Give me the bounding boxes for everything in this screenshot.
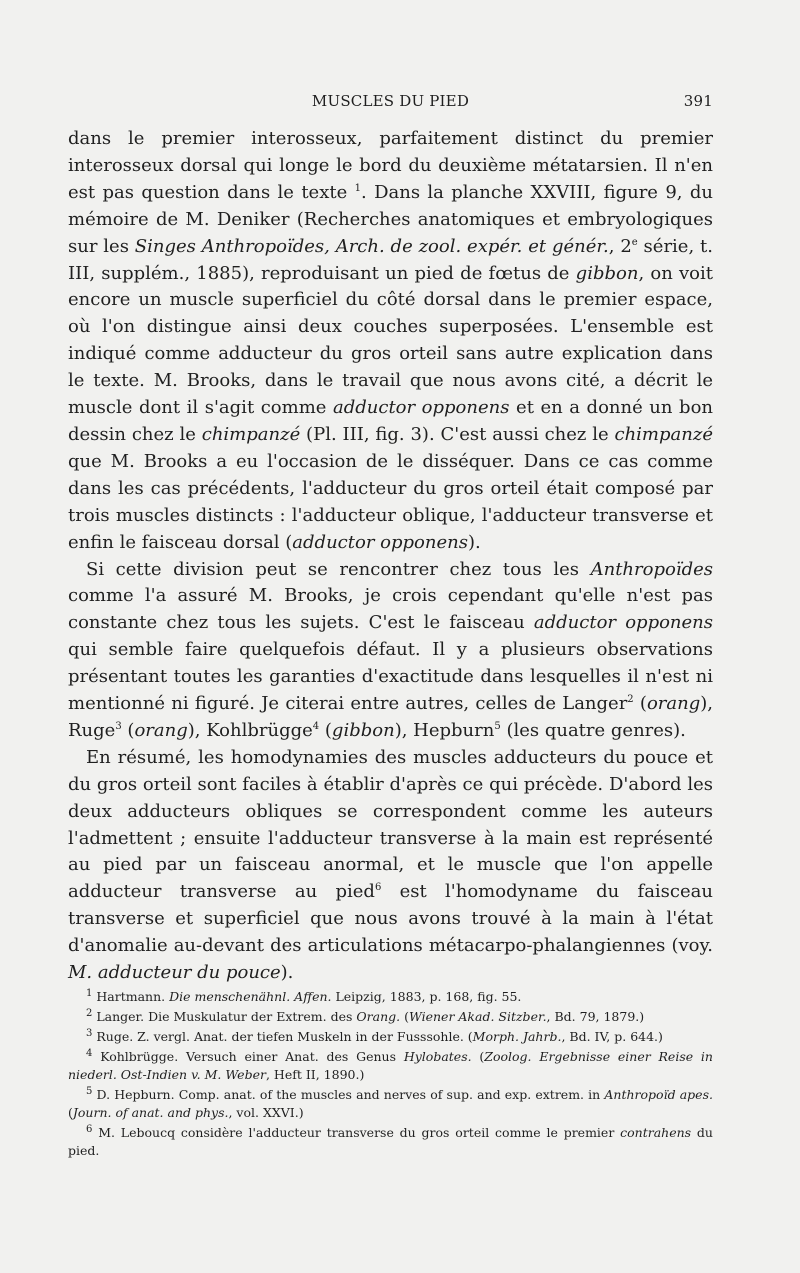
footnote-ref: 5: [494, 720, 501, 732]
footnote-5: $^5$ D. Hepburn. Comp. anat. of the muscles and nerves of sup. and exp. extrem. in Anthropoïd apes. (Journ. of anat. and phys., vol. XXVI.): [68, 1085, 713, 1120]
paragraph-3: En résumé, les homodynamies des muscles adducteurs du pouce et du gros orteil sont faciles à établir d'après ce qui précède. D'abord les deux adducteurs obliques se correspondent comme les auteurs l'admettent ; ensuite l'adducteur transverse à la main est représenté au pied par un faisceau anormal, et le muscle que l'on appelle adducteur transverse au pied$^6$ est l'homodyname du faisceau transverse et superficiel que nous avons trouvé à la main à l'état d'anomalie au-devant des articulations métacarpo-phalangiennes (voy. M. adducteur du pouce).: [68, 746, 713, 984]
paragraph-2: Si cette division peut se rencontrer chez tous les Anthropoïdes comme l'a assuré M. Brooks, je crois cependant qu'elle n'est pas constante chez tous les sujets. C'est le faisceau adductor opponens qui semble faire quelquefois défaut. Il y a plusieurs observations présentant toutes les garanties d'exactitude dans lesquelles il n'est ni mentionné ni figuré. Je citerai entre autres, celles de Langer$^2$ (orang), Ruge$^3$ (orang), Kohlbrügge$^4$ (gibbon), Hepburn$^5$ (les quatre genres).: [68, 558, 713, 741]
footnote-ref: 4: [312, 720, 320, 732]
footnote-ref: 2: [627, 694, 634, 706]
body-text: [68, 126, 713, 987]
footnote-6: $^6$ M. Leboucq considère l'adducteur transverse du gros orteil comme le premier contrahens du pied.: [68, 1123, 713, 1158]
footnote-1: $^1$ Hartmann. Die menschenähnl. Affen. Leipzig, 1883, p. 168, fig. 55.: [86, 987, 522, 1004]
paragraph-1: dans le premier interosseux, parfaitement distinct du premier interosseux dorsal qui longe le bord du deuxième métatarsien. Il n'en est pas question dans le texte $^1$. Dans la planche XXVIII, figure 9, du mémoire de M. Deniker (Recherches anatomiques et embryologiques sur les Singes Anthropoïdes, Arch. de zool. expér. et génér., 2e série, t. III, supplém., 1885), reproduisant un pied de fœtus de gibbon, on voit encore un muscle superficiel du côté dorsal dans le premier espace, où l'on distingue ainsi deux couches superposées. L'ensemble est indiqué comme adducteur du gros orteil sans autre explication dans le texte. M. Brooks, dans le travail que nous avons cité, a décrit le muscle dont il s'agit comme adductor opponens et en a donné un bon dessin chez le chimpanzé (Pl. III, fig. 3). C'est aussi chez le chimpanzé que M. Brooks a eu l'occasion de le disséquer. Dans ce cas comme dans les cas précédents, l'adducteur du gros orteil était composé par trois muscles distincts : l'adducteur oblique, l'adducteur transverse et enfin le faisceau dorsal (adductor opponens).: [68, 128, 713, 553]
footnotes: [68, 988, 713, 1162]
footnote-ref: 1: [354, 182, 361, 194]
running-title: MUSCLES DU PIED: [311, 92, 470, 110]
footnote-2: $^2$ Langer. Die Muskulatur der Extrem. des Orang. (Wiener Akad. Sitzber., Bd. 79, 1879.): [86, 1007, 645, 1024]
footnote-3: $^3$ Ruge. Z. vergl. Anat. der tiefen Muskeln in der Fusssohle. (Morph. Jahrb., Bd. IV, p. 644.): [86, 1027, 663, 1044]
footnote-ref: 6: [374, 882, 382, 894]
footnote-ref: 3: [115, 720, 122, 732]
footnote-4: $^4$ Kohlbrügge. Versuch einer Anat. des Genus Hylobates. (Zoolog. Ergebnisse einer Reise in niederl. Ost-Indien v. M. Weber, Heft II, 1890.): [68, 1047, 713, 1082]
page-number: 391: [683, 92, 713, 110]
